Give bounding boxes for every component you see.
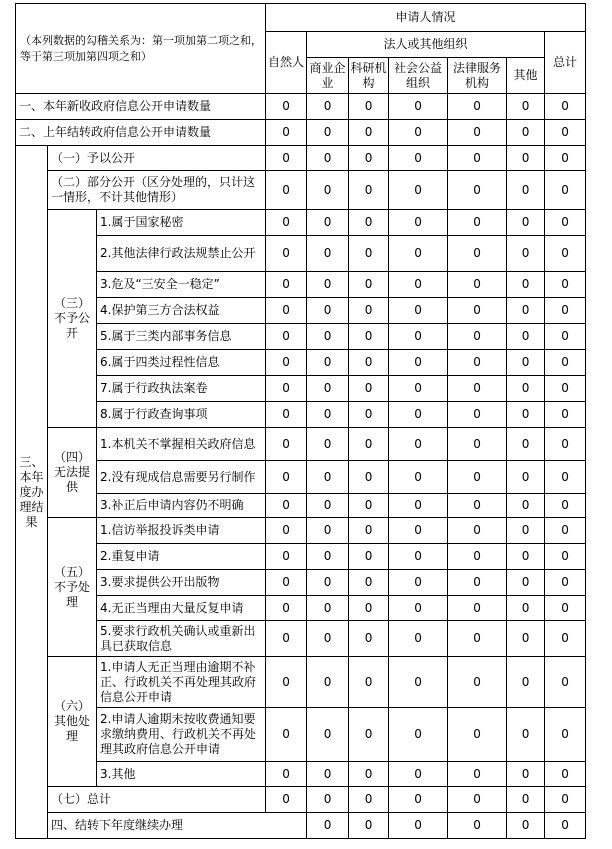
value-cell: 0 — [545, 146, 586, 171]
header-col-research: 科研机构 — [349, 58, 389, 94]
value-cell: 0 — [389, 518, 448, 544]
item-unclear-after-correction: 3.补正后申请内容仍不明确 — [97, 494, 266, 518]
value-cell: 0 — [307, 544, 349, 570]
value-cell: 0 — [507, 376, 545, 402]
value-cell: 0 — [389, 621, 448, 657]
item-repeated-requests: 4.无正当理由大量反复申请 — [97, 596, 266, 621]
value-cell: 0 — [545, 461, 586, 494]
value-cell: 0 — [507, 762, 545, 787]
group-label-other-handling: （六）其他处理 — [48, 657, 97, 787]
value-cell: 0 — [545, 518, 586, 544]
value-cell: 0 — [545, 787, 586, 813]
value-cell: 0 — [307, 146, 349, 171]
value-cell: 0 — [307, 787, 349, 813]
value-cell: 0 — [349, 272, 389, 298]
value-cell: 0 — [507, 146, 545, 171]
value-cell: 0 — [507, 657, 545, 708]
value-cell: 0 — [545, 94, 586, 120]
value-cell: 0 — [266, 708, 307, 762]
value-cell: 0 — [266, 324, 307, 350]
value-cell: 0 — [389, 544, 448, 570]
value-cell: 0 — [507, 298, 545, 324]
value-cell: 0 — [307, 494, 349, 518]
value-cell: 0 — [266, 787, 307, 813]
value-cell: 0 — [389, 94, 448, 120]
value-cell: 0 — [448, 762, 507, 787]
value-cell: 0 — [507, 171, 545, 210]
value-cell: 0 — [448, 236, 507, 272]
header-applicant: 申请人情况 — [266, 4, 586, 32]
value-cell: 0 — [507, 787, 545, 813]
value-cell: 0 — [307, 236, 349, 272]
value-cell: 0 — [545, 708, 586, 762]
value-cell: 0 — [389, 402, 448, 428]
value-cell: 0 — [507, 324, 545, 350]
value-cell: 0 — [307, 210, 349, 236]
value-cell: 0 — [349, 657, 389, 708]
value-cell: 0 — [266, 171, 307, 210]
item-enforcement-file: 7.属于行政执法案卷 — [97, 376, 266, 402]
value-cell: 0 — [389, 298, 448, 324]
value-cell: 0 — [507, 621, 545, 657]
value-cell: 0 — [307, 813, 349, 839]
value-cell: 0 — [307, 621, 349, 657]
item-petition-complaint: 1.信访举报投诉类申请 — [97, 518, 266, 544]
value-cell: 0 — [266, 570, 307, 596]
value-cell: 0 — [448, 146, 507, 171]
value-cell: 0 — [448, 494, 507, 518]
value-cell: 0 — [545, 596, 586, 621]
value-cell: 0 — [307, 657, 349, 708]
value-cell: 0 — [507, 813, 545, 839]
value-cell: 0 — [266, 298, 307, 324]
value-cell: 0 — [507, 570, 545, 596]
value-cell: 0 — [349, 428, 389, 461]
row-label-partially-disclosed: （二）部分公开（区分处理的，只计这一情形，不计其他情形） — [48, 171, 266, 210]
item-reconfirm-info: 5.要求行政机关确认或重新出具已获取信息 — [97, 621, 266, 657]
value-cell: 0 — [349, 461, 389, 494]
value-cell: 0 — [349, 324, 389, 350]
value-cell: 0 — [507, 494, 545, 518]
value-cell: 0 — [266, 272, 307, 298]
value-cell: 0 — [307, 272, 349, 298]
value-cell: 0 — [349, 708, 389, 762]
value-cell: 0 — [266, 210, 307, 236]
value-cell: 0 — [307, 171, 349, 210]
header-note: （本列数据的勾稽关系为：第一项加第二项之和，等于第三项加第四项之和） — [16, 4, 266, 94]
value-cell: 0 — [507, 708, 545, 762]
value-cell: 0 — [545, 544, 586, 570]
value-cell: 0 — [307, 518, 349, 544]
group-label-unable-to-provide: （四）无法提供 — [48, 428, 97, 518]
item-other: 3.其他 — [97, 762, 266, 787]
value-cell: 0 — [389, 428, 448, 461]
value-cell: 0 — [307, 596, 349, 621]
value-cell: 0 — [448, 813, 507, 839]
item-published-material: 3.要求提供公开出版物 — [97, 570, 266, 596]
value-cell: 0 — [545, 171, 586, 210]
value-cell: 0 — [448, 544, 507, 570]
value-cell: 0 — [448, 171, 507, 210]
value-cell: 0 — [389, 708, 448, 762]
value-cell: 0 — [389, 494, 448, 518]
value-cell: 0 — [307, 298, 349, 324]
value-cell: 0 — [507, 236, 545, 272]
value-cell: 0 — [389, 120, 448, 146]
value-cell: 0 — [507, 544, 545, 570]
value-cell: 0 — [389, 171, 448, 210]
disclosure-statistics-table — [15, 3, 586, 839]
row-label-carried-over: 二、上年结转政府信息公开申请数量 — [16, 120, 266, 146]
value-cell: 0 — [389, 146, 448, 171]
value-cell: 0 — [448, 350, 507, 376]
item-state-secret: 1.属于国家秘密 — [97, 210, 266, 236]
value-cell: 0 — [448, 708, 507, 762]
row-label-new-requests: 一、本年新收政府信息公开申请数量 — [16, 94, 266, 120]
value-cell: 0 — [349, 146, 389, 171]
item-third-party: 4.保护第三方合法权益 — [97, 298, 266, 324]
value-cell: 0 — [448, 324, 507, 350]
value-cell: 0 — [507, 94, 545, 120]
value-cell: 0 — [448, 657, 507, 708]
value-cell: 0 — [349, 376, 389, 402]
value-cell: 0 — [545, 324, 586, 350]
value-cell: 0 — [349, 210, 389, 236]
value-cell: 0 — [507, 350, 545, 376]
value-cell: 0 — [545, 120, 586, 146]
value-cell: 0 — [507, 461, 545, 494]
value-cell: 0 — [507, 272, 545, 298]
value-cell: 0 — [349, 518, 389, 544]
value-cell: 0 — [448, 518, 507, 544]
header-natural-person: 自然人 — [266, 32, 307, 94]
value-cell: 0 — [448, 787, 507, 813]
value-cell: 0 — [448, 570, 507, 596]
value-cell: 0 — [389, 350, 448, 376]
value-cell: 0 — [545, 350, 586, 376]
value-cell: 0 — [545, 657, 586, 708]
value-cell: 0 — [307, 402, 349, 428]
value-cell: 0 — [349, 596, 389, 621]
header-col-legal-service: 法律服务机构 — [448, 58, 507, 94]
value-cell: 0 — [507, 518, 545, 544]
item-query-matter: 8.属于行政查询事项 — [97, 402, 266, 428]
value-cell: 0 — [349, 544, 389, 570]
value-cell: 0 — [545, 813, 586, 839]
value-cell: 0 — [349, 120, 389, 146]
value-cell: 0 — [545, 210, 586, 236]
header-total: 总计 — [545, 32, 586, 94]
value-cell: 0 — [545, 621, 586, 657]
value-cell: 0 — [266, 236, 307, 272]
value-cell: 0 — [349, 813, 389, 839]
item-internal-affairs: 5.属于三类内部事务信息 — [97, 324, 266, 350]
value-cell: 0 — [389, 376, 448, 402]
value-cell: 0 — [266, 350, 307, 376]
value-cell: 0 — [349, 762, 389, 787]
value-cell: 0 — [389, 461, 448, 494]
value-cell: 0 — [266, 120, 307, 146]
value-cell: 0 — [389, 787, 448, 813]
group-label-not-processed: （五）不予处理 — [48, 518, 97, 657]
value-cell: 0 — [507, 210, 545, 236]
value-cell: 0 — [307, 94, 349, 120]
value-cell: 0 — [266, 596, 307, 621]
value-cell: 0 — [266, 621, 307, 657]
item-process-info: 6.属于四类过程性信息 — [97, 350, 266, 376]
value-cell: 0 — [389, 813, 448, 839]
value-cell: 0 — [307, 120, 349, 146]
value-cell: 0 — [349, 621, 389, 657]
value-cell: 0 — [266, 402, 307, 428]
value-cell: 0 — [448, 120, 507, 146]
value-cell: 0 — [349, 402, 389, 428]
value-cell: 0 — [349, 570, 389, 596]
item-needs-creation: 2.没有现成信息需要另行制作 — [97, 461, 266, 494]
value-cell: 0 — [266, 376, 307, 402]
value-cell: 0 — [389, 236, 448, 272]
header-col-business: 商业企业 — [307, 58, 349, 94]
value-cell: 0 — [307, 350, 349, 376]
item-overdue-correction: 1.申请人无正当理由逾期不补正、行政机关不再处理其政府信息公开申请 — [97, 657, 266, 708]
value-cell: 0 — [389, 210, 448, 236]
value-cell: 0 — [389, 272, 448, 298]
header-legal-group: 法人或其他组织 — [307, 32, 545, 58]
value-cell: 0 — [266, 518, 307, 544]
value-cell: 0 — [389, 657, 448, 708]
value-cell: 0 — [389, 762, 448, 787]
value-cell: 0 — [448, 94, 507, 120]
value-cell: 0 — [349, 298, 389, 324]
value-cell: 0 — [266, 146, 307, 171]
value-cell: 0 — [389, 324, 448, 350]
value-cell: 0 — [307, 324, 349, 350]
value-cell: 0 — [545, 494, 586, 518]
value-cell: 0 — [545, 298, 586, 324]
value-cell: 0 — [266, 494, 307, 518]
row-label-handling-results: 三、本年度办理结果 — [16, 146, 48, 839]
value-cell: 0 — [266, 428, 307, 461]
value-cell: 0 — [389, 570, 448, 596]
value-cell: 0 — [545, 428, 586, 461]
value-cell: 0 — [448, 210, 507, 236]
value-cell: 0 — [507, 596, 545, 621]
value-cell: 0 — [448, 428, 507, 461]
value-cell: 0 — [266, 657, 307, 708]
value-cell: 0 — [266, 461, 307, 494]
value-cell: 0 — [545, 272, 586, 298]
row-label-disclosed: （一）予以公开 — [48, 146, 266, 171]
value-cell: 0 — [448, 596, 507, 621]
value-cell: 0 — [507, 428, 545, 461]
item-duplicate-request: 2.重复申请 — [97, 544, 266, 570]
item-not-held: 1.本机关不掌握相关政府信息 — [97, 428, 266, 461]
value-cell: 0 — [266, 94, 307, 120]
value-cell: 0 — [545, 402, 586, 428]
value-cell: 0 — [448, 461, 507, 494]
group-label-not-disclosed: （三）不予公开 — [48, 210, 97, 428]
header-col-public-welfare: 社会公益组织 — [389, 58, 448, 94]
value-cell: 0 — [307, 570, 349, 596]
value-cell: 0 — [389, 596, 448, 621]
value-cell: 0 — [349, 787, 389, 813]
value-cell: 0 — [349, 494, 389, 518]
item-law-prohibited: 2.其他法律行政法规禁止公开 — [97, 236, 266, 272]
value-cell: 0 — [448, 376, 507, 402]
value-cell: 0 — [307, 428, 349, 461]
value-cell: 0 — [545, 570, 586, 596]
value-cell: 0 — [307, 376, 349, 402]
value-cell: 0 — [307, 708, 349, 762]
value-cell: 0 — [349, 350, 389, 376]
value-cell: 0 — [545, 376, 586, 402]
value-cell: 0 — [266, 544, 307, 570]
value-cell: 0 — [307, 762, 349, 787]
item-unpaid-fees: 2.申请人逾期未按收费通知要求缴纳费用、行政机关不再处理其政府信息公开申请 — [97, 708, 266, 762]
value-cell: 0 — [349, 94, 389, 120]
value-cell: 0 — [545, 236, 586, 272]
header-col-other: 其他 — [507, 58, 545, 94]
value-cell: 0 — [507, 120, 545, 146]
value-cell: 0 — [349, 236, 389, 272]
row-label-total: （七）总计 — [48, 787, 266, 813]
value-cell: 0 — [448, 402, 507, 428]
value-cell: 0 — [545, 762, 586, 787]
value-cell: 0 — [448, 621, 507, 657]
value-cell: 0 — [448, 272, 507, 298]
value-cell: 0 — [266, 762, 307, 787]
value-cell: 0 — [307, 461, 349, 494]
row-label-carry-next-year: 四、结转下年度继续办理 — [48, 813, 307, 839]
value-cell: 0 — [448, 298, 507, 324]
value-cell: 0 — [507, 402, 545, 428]
item-three-security: 3.危及“三安全一稳定” — [97, 272, 266, 298]
value-cell: 0 — [349, 171, 389, 210]
